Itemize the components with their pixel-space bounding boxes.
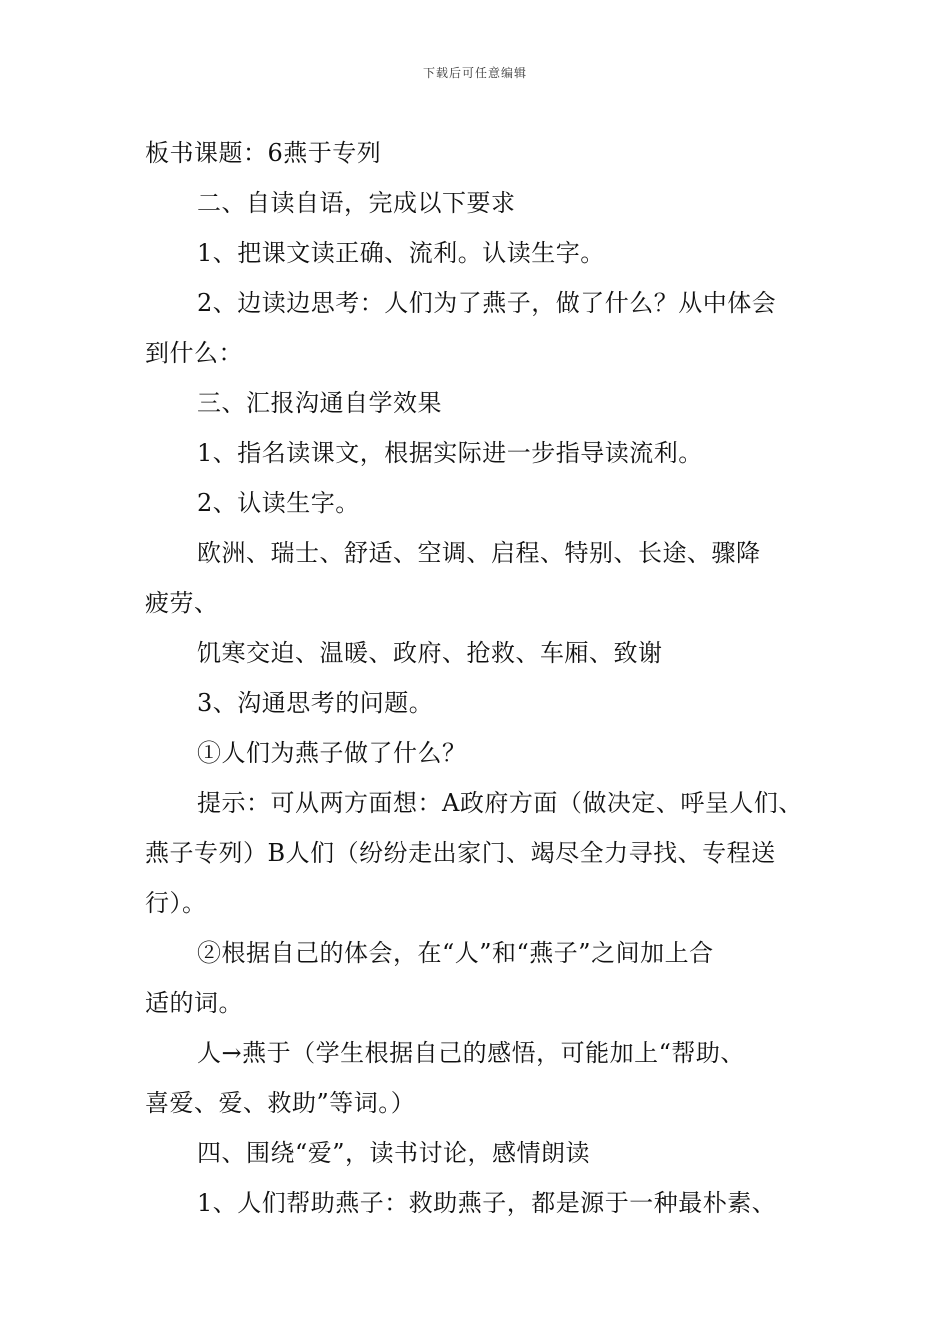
text-line: ②根据自己的体会，在“人”和“燕子”之间加上合 <box>197 939 714 967</box>
text-line: 2、认读生字。 <box>197 489 360 517</box>
page-header: 下载后可任意编辑 <box>422 66 527 80</box>
text-line: 人→燕于（学生根据自己的感悟，可能加上“帮助、 <box>197 1039 745 1067</box>
text-line: 饥寒交迫、温暖、政府、抢救、车厢、致谢 <box>197 639 663 667</box>
text-line: 板书课题：6燕于专列 <box>145 139 382 167</box>
text-line: 燕子专列）B人们（纷纷走出家门、竭尽全力寻找、专程送 <box>145 839 776 867</box>
text-line: 三、汇报沟通自学效果 <box>197 389 442 417</box>
text-line: 1、指名读课文，根据实际进一步指导读流利。 <box>197 439 703 467</box>
text-line: 到什么： <box>145 339 243 367</box>
text-line: 3、沟通思考的问题。 <box>197 689 434 717</box>
text-line: 1、人们帮助燕子：救助燕子，都是源于一种最朴素、 <box>197 1189 777 1217</box>
text-line: 疲劳、 <box>145 589 219 617</box>
text-line: 行）。 <box>145 889 207 917</box>
text-line: 适的词。 <box>145 989 243 1017</box>
text-line: 2、边读边思考：人们为了燕子，做了什么？从中体会 <box>197 289 777 317</box>
text-line: 欧洲、瑞士、舒适、空调、启程、特别、长途、骤降 <box>197 539 761 567</box>
text-line: 提示：可从两方面想：A政府方面（做决定、呼呈人们、 <box>197 789 803 817</box>
text-line: 四、围绕“爱”，读书讨论，感情朗读 <box>197 1139 591 1167</box>
document-body <box>145 128 815 1228</box>
text-line: 二、自读自语，完成以下要求 <box>197 189 516 217</box>
text-line: 1、把课文读正确、流利。认读生字。 <box>197 239 605 267</box>
text-line: 喜爱、爱、救助”等词。） <box>145 1089 416 1117</box>
text-line: ①人们为燕子做了什么？ <box>197 739 467 767</box>
